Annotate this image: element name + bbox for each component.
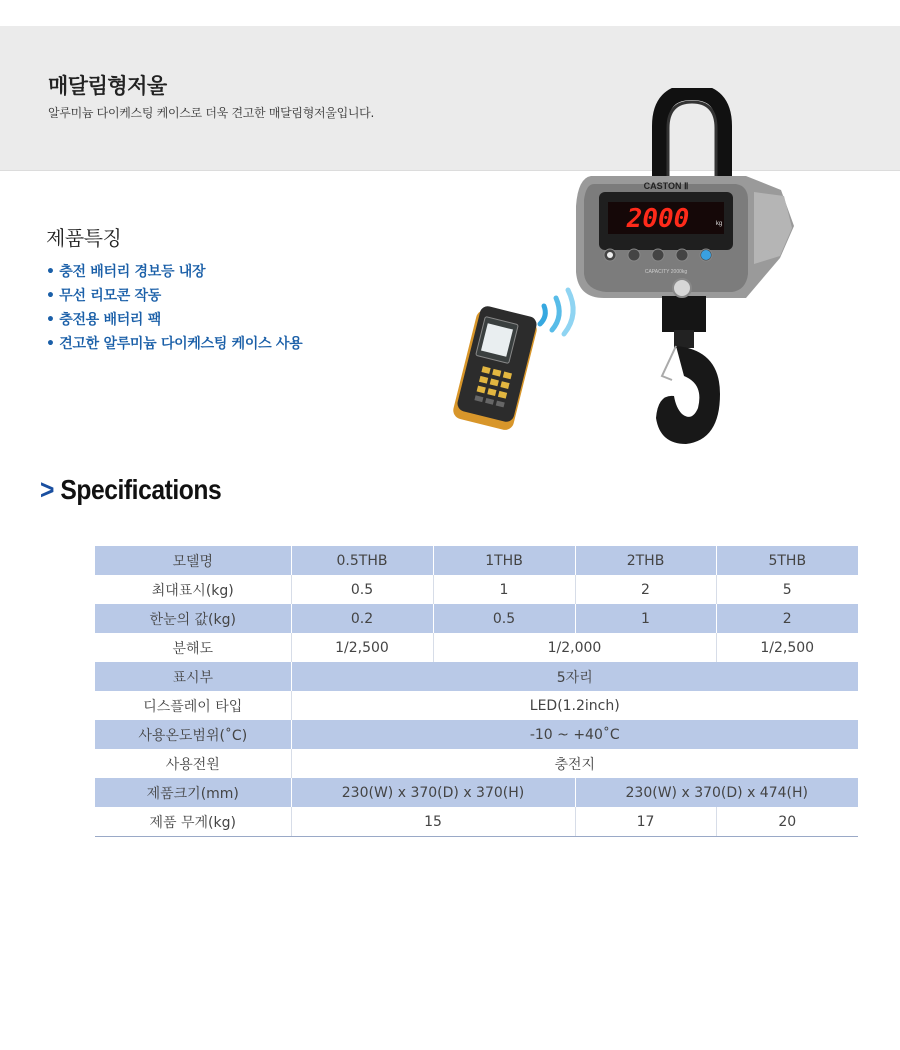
table-cell: 230(W) x 370(D) x 370(H) — [291, 778, 575, 807]
features-title: 제품특징 — [46, 226, 122, 250]
table-cell: 제품크기(mm) — [95, 778, 291, 807]
power-button-icon — [607, 252, 613, 258]
table-cell: 사용온도범위(˚C) — [95, 720, 291, 749]
section-arrow-icon: > — [40, 474, 54, 505]
feature-item: • 견고한 알루미늄 다이케스팅 케이스 사용 — [46, 334, 302, 358]
table-cell: 분해도 — [95, 633, 291, 662]
table-row — [95, 720, 858, 749]
table-cell: 0.5 — [291, 575, 433, 604]
table-cell: 20 — [716, 807, 858, 837]
table-cell: 1/2,000 — [433, 633, 716, 662]
table-row — [95, 662, 858, 691]
table-cell: 5 — [716, 575, 858, 604]
table-cell: 17 — [575, 807, 716, 837]
table-row — [95, 778, 858, 807]
table-cell: 2 — [575, 575, 716, 604]
table-header-cell: 1THB — [433, 546, 575, 575]
table-cell: 디스플레이 타입 — [95, 691, 291, 720]
table-cell: 제품 무게(kg) — [95, 807, 291, 837]
table-cell: LED(1.2inch) — [291, 691, 858, 720]
table-cell: 2 — [716, 604, 858, 633]
specifications-title-text: Specifications — [60, 474, 222, 505]
specifications-title — [40, 474, 221, 506]
table-cell: 0.5 — [433, 604, 575, 633]
features-list — [46, 262, 302, 358]
table-cell: 한눈의 값(kg) — [95, 604, 291, 633]
feature-item: • 무선 리모콘 작동 — [46, 286, 302, 310]
table-header-cell: 2THB — [575, 546, 716, 575]
table-cell: 표시부 — [95, 662, 291, 691]
table-cell: 0.2 — [291, 604, 433, 633]
capacity-label: CAPACITY 2000kg — [644, 269, 688, 275]
table-cell: 1 — [433, 575, 575, 604]
mode-button-icon — [701, 250, 711, 260]
feature-item: • 충전용 배터리 팩 — [46, 310, 302, 334]
table-row — [95, 807, 858, 837]
table-row — [95, 633, 858, 662]
table-cell: 1/2,500 — [291, 633, 433, 662]
table-cell: 15 — [291, 807, 575, 837]
table-cell: 최대표시(kg) — [95, 575, 291, 604]
table-header-cell: 0.5THB — [291, 546, 433, 575]
remote-control-image — [451, 305, 538, 432]
table-cell: -10 ~ +40˚C — [291, 720, 858, 749]
crane-scale-product-image — [436, 88, 816, 450]
table-cell: 1 — [575, 604, 716, 633]
table-header-cell: 모델명 — [95, 546, 291, 575]
page-subtitle: 알루미늄 다이케스팅 케이스로 더욱 견고한 매달림형저울입니다. — [48, 106, 374, 120]
wireless-signal-icon — [540, 290, 573, 334]
table-cell: 230(W) x 370(D) x 474(H) — [575, 778, 858, 807]
page-title: 매달림형저울 — [48, 74, 167, 98]
table-cell: 5자리 — [291, 662, 858, 691]
table-row — [95, 575, 858, 604]
hook-image — [656, 279, 720, 444]
display-value: 2000 — [626, 204, 690, 234]
feature-item: • 충전 배터리 경보등 내장 — [46, 262, 302, 286]
table-row — [95, 749, 858, 778]
table-cell: 1/2,500 — [716, 633, 858, 662]
table-header-row — [95, 546, 858, 575]
table-cell: 충전지 — [291, 749, 858, 778]
table-cell: 사용전원 — [95, 749, 291, 778]
shackle-image — [660, 92, 724, 183]
brand-label: CASTON Ⅱ — [643, 181, 689, 191]
table-header-cell: 5THB — [716, 546, 858, 575]
table-row — [95, 691, 858, 720]
table-row — [95, 604, 858, 633]
specifications-table — [95, 546, 858, 837]
display-unit: kg — [715, 221, 723, 227]
